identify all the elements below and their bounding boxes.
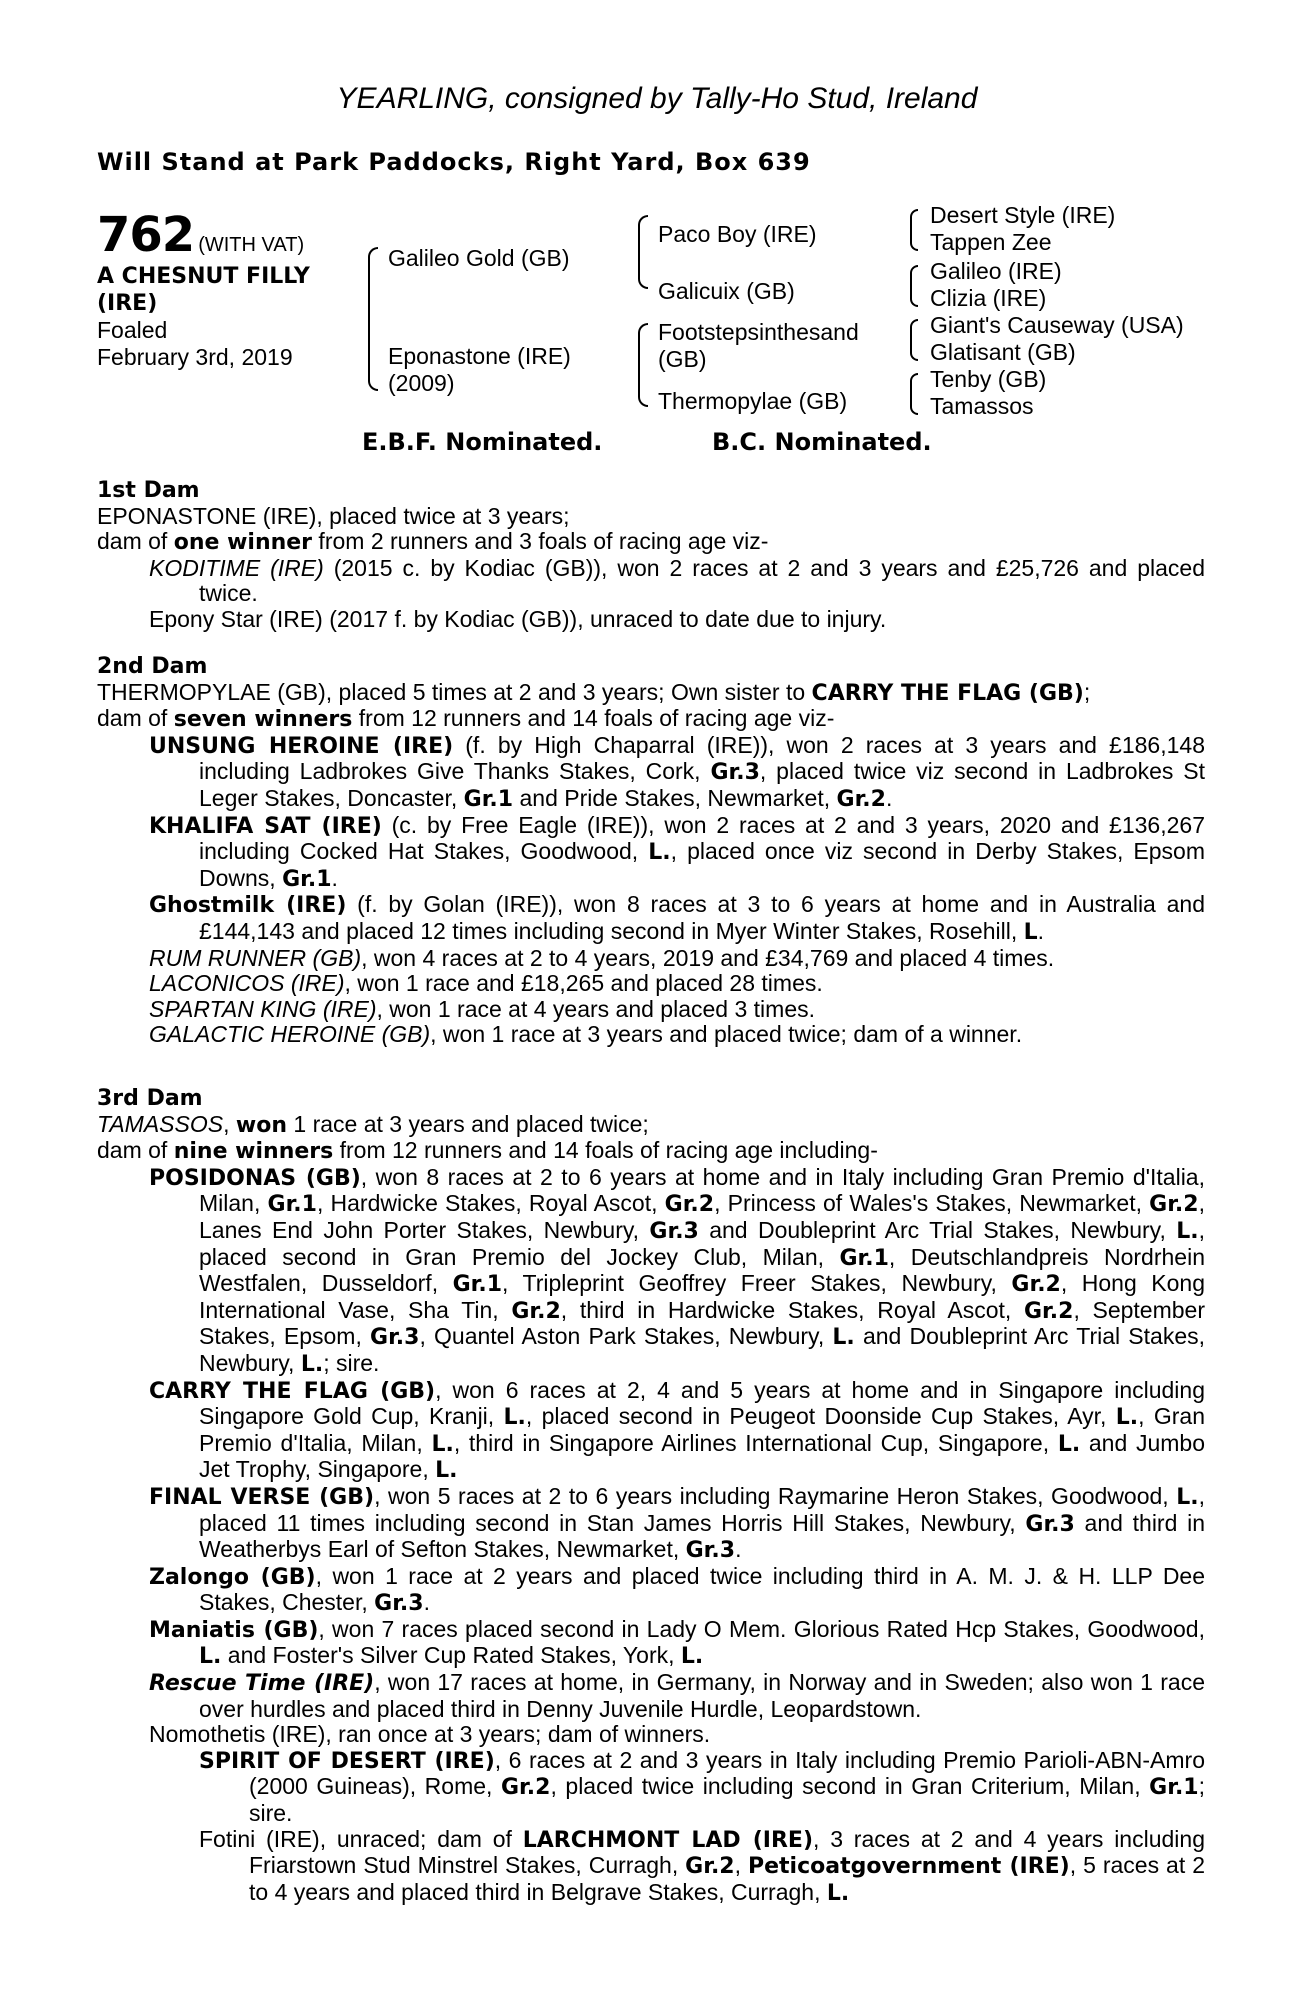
second-dam-section — [97, 654, 1205, 1048]
dam-dam-name: Thermopylae (GB) — [658, 388, 848, 414]
first-dam-section — [97, 478, 1205, 633]
dam-year: (2009) — [388, 370, 455, 396]
produce-entry: Maniatis (GB), won 7 races placed second in Lady O Mem. Glorious Rated Hcp Stakes, Goodwood, L. and Foster's Silver Cup Rated Stakes, York, L. — [149, 1615, 1205, 1670]
produce-entry: SPIRIT OF DESERT (IRE), 6 races at 2 and 3 years in Italy including Premio Parioli-ABN-Amro (2000 Guineas), Rome, Gr.2, placed twice including second in Gran Criterium, Milan, Gr.1; sire. — [199, 1746, 1205, 1827]
pedigree-bracket — [910, 265, 918, 307]
sire-sire-name: Paco Boy (IRE) — [658, 221, 817, 247]
gen3-name: Glatisant (GB) — [930, 339, 1076, 365]
gen3-name: Galileo (IRE) — [930, 258, 1062, 284]
pedigree-bracket — [910, 319, 918, 361]
consignment-title: YEARLING, consigned by Tally-Ho Stud, Ireland — [336, 82, 978, 115]
dam-produce-summary: dam of nine winners from 12 runners and 14 foals of racing age including- — [97, 1137, 878, 1165]
produce-entry: SPARTAN KING (IRE), won 1 race at 4 years and placed 3 times. — [149, 995, 816, 1022]
gen3-name: Tappen Zee — [930, 229, 1052, 255]
produce-entry: FINAL VERSE (GB), won 5 races at 2 to 6 years including Raymarine Heron Stakes, Goodwood, L., placed 11 times including second in Stan James Horris Hill Stakes, Newbury, Gr.3 and third in Weatherbys Earl of Sefton Stakes, Newmarket, Gr.3. — [149, 1482, 1206, 1564]
produce-entry: Ghostmilk (IRE) (f. by Golan (IRE)), won 8 races at 3 to 6 years at home and in Australia and £144,143 and placed 12 times including second in Myer Winter Stakes, Rosehill, L. — [149, 891, 1205, 945]
produce-entry: RUM RUNNER (GB), won 4 races at 2 to 4 years, 2019 and £34,769 and placed 4 times. — [149, 944, 1055, 971]
produce-entry: Epony Star (IRE) (2017 f. by Kodiac (GB)), unraced to date due to injury. — [149, 605, 887, 632]
dam-produce-summary: dam of seven winners from 12 runners and 14 foals of racing age viz- — [97, 705, 835, 733]
produce-entry: POSIDONAS (GB), won 8 races at 2 to 6 years at home and in Italy including Gran Premio d'Italia, Milan, Gr.1, Hardwicke Stakes, Royal Ascot, Gr.2, Princess of Wales's Stakes, Newmarket, Gr.2, Lanes End John Porter Stakes, Newbury, Gr.3 and Doubleprint Arc Trial Stakes, Newbury, L., placed second in Gran Premio del Jockey Club, Milan, Gr.1, Deutschlandpreis Nordrhein Westfalen, Dusseldorf, Gr.1, Tripleprint Geoffrey Freer Stakes, Newbury, Gr.2, Hong Kong International Vase, Sha Tin, Gr.2, third in Hardwicke Stakes, Royal Ascot, Gr.2, September Stakes, Epsom, Gr.3, Quantel Aston Park Stakes, Newbury, L. and Doubleprint Arc Trial Stakes, Newbury, L.; sire. — [149, 1163, 1206, 1377]
gen3-name: Giant's Causeway (USA) — [930, 312, 1184, 338]
produce-entry: UNSUNG HEROINE (IRE) (f. by High Chaparral (IRE)), won 2 races at 3 years and £186,148 including Ladbrokes Give Thanks Stakes, Cork, Gr.3, placed twice viz second in Ladbrokes St Leger Stakes, Doncaster, Gr.1 and Pride Stakes, Newmarket, Gr.2. — [149, 731, 1205, 812]
gen3-name: Clizia (IRE) — [930, 285, 1047, 311]
foaled-label: Foaled — [97, 317, 168, 343]
section-heading: 3rd Dam — [97, 1086, 203, 1111]
pedigree-bracket — [638, 215, 648, 289]
gen3-name: Tenby (GB) — [930, 366, 1047, 392]
lot-description: A CHESNUT FILLY — [97, 264, 310, 289]
produce-entry: GALACTIC HEROINE (GB), won 1 race at 3 years and placed twice; dam of a winner. — [149, 1021, 1023, 1048]
produce-entry: Nomothetis (IRE), ran once at 3 years; dam of winners. — [149, 1721, 711, 1748]
bc-nominated: B.C. Nominated. — [712, 428, 932, 456]
produce-entry: KHALIFA SAT (IRE) (c. by Free Eagle (IRE)), won 2 races at 2 and 3 years, 2020 and £136,267 including Cocked Hat Stakes, Goodwood, L., placed once viz second in Derby Stakes, Epsom Downs, Gr.1. — [149, 811, 1205, 892]
pedigree-bracket — [910, 209, 918, 251]
gen3-name: Tamassos — [930, 393, 1034, 419]
produce-entry: Zalongo (GB), won 1 race at 2 years and placed twice including third in A. M. J. & H. LLP Dee Stakes, Chester, Gr.3. — [149, 1562, 1206, 1617]
dam-summary: THERMOPYLAE (GB), placed 5 times at 2 and 3 years; Own sister to CARRY THE FLAG (GB); — [97, 678, 1091, 706]
third-dam-section — [97, 1086, 1205, 1906]
dam-name: Eponastone (IRE) — [388, 343, 571, 369]
ebf-nominated: E.B.F. Nominated. — [362, 428, 603, 456]
pedigree-bracket — [368, 247, 378, 391]
dam-produce-summary: dam of one winner from 2 runners and 3 foals of racing age viz- — [97, 528, 769, 556]
produce-entry: Fotini (IRE), unraced; dam of LARCHMONT LAD (IRE), 3 races at 2 and 4 years including Friarstown Stud Minstrel Stakes, Curragh, Gr.2, Peticoatgovernment (IRE), 5 races at 2 to 4 years and placed third in Belgrave Stakes, Curragh, L. — [199, 1825, 1205, 1906]
lot-number: 762 (WITH VAT) — [97, 207, 305, 263]
pedigree-block — [0, 195, 1314, 455]
dam-summary: EPONASTONE (IRE), placed twice at 3 years; — [97, 502, 570, 529]
dam-sire-name-line2: (GB) — [658, 346, 707, 372]
sire-dam-name: Galicuix (GB) — [658, 278, 795, 304]
gen3-name: Desert Style (IRE) — [930, 202, 1116, 228]
produce-entry: CARRY THE FLAG (GB), won 6 races at 2, 4 and 5 years at home and in Singapore including Singapore Gold Cup, Kranji, L., placed second in Peugeot Doonside Cup Stakes, Ayr, L., Gran Premio d'Italia, Milan, L., third in Singapore Airlines International Cup, Singapore, L. and Jumbo Jet Trophy, Singapore, L. — [149, 1376, 1205, 1484]
stand-location: Will Stand at Park Paddocks, Right Yard, Box 639 — [97, 148, 811, 176]
sire-name: Galileo Gold (GB) — [388, 245, 570, 271]
dam-summary: TAMASSOS, won 1 race at 3 years and placed twice; — [97, 1110, 649, 1138]
produce-entry: LACONICOS (IRE), won 1 race and £18,265 and placed 28 times. — [149, 970, 823, 997]
foaled-date: February 3rd, 2019 — [97, 344, 293, 370]
produce-entry: Rescue Time (IRE), won 17 races at home, in Germany, in Norway and in Sweden; also won 1 race over hurdles and placed third in Denny Juvenile Hurdle, Leopardstown. — [149, 1669, 1205, 1722]
lot-description-line2: (IRE) — [97, 291, 158, 316]
section-heading: 1st Dam — [97, 478, 200, 503]
pedigree-bracket — [638, 323, 648, 407]
section-heading: 2nd Dam — [97, 654, 208, 679]
produce-entry: KODITIME (IRE) (2015 c. by Kodiac (GB)), won 2 races at 2 and 3 years and £25,726 and placed twice. — [149, 554, 1205, 607]
dam-sire-name: Footstepsinthesand — [658, 319, 859, 345]
pedigree-bracket — [910, 373, 918, 415]
